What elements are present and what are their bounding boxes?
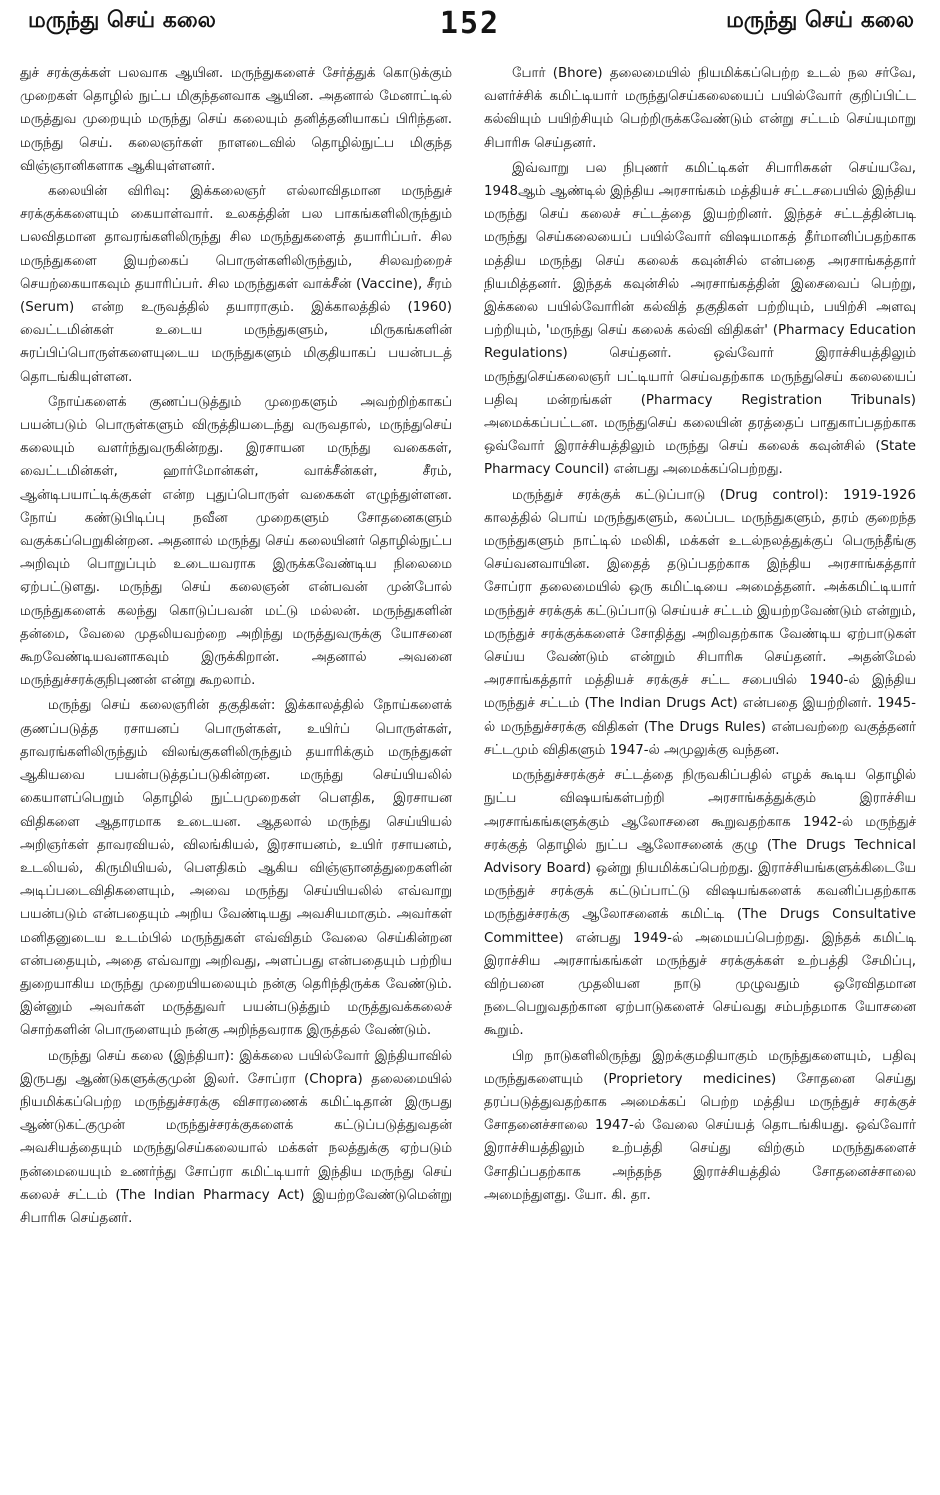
page-number: 152 [439, 6, 501, 41]
running-title-right: மருந்து செய் கலை [726, 8, 914, 33]
paragraph: இவ்வாறு பல நிபுணர் கமிட்டிகள் சிபாரிசுகள் செய்யவே, 1948ஆம் ஆண்டில் இந்திய அரசாங்கம் மத்தியச் சட்டசபையில் இந்திய மருந்து செய் கலைச் சட்டத்தை இயற்றினர். இந்தச் சட்டத்தின்படி மருந்து செய்கலையைப் பயில்வோர் விஷயமாகத் தீர்மானிப்பதற்காக மத்திய மருந்து செய் கலைக் கவுன்சில் என்பதை அரசாங்கத்தார் நியமித்தனர். இந்தக் கவுன்சில் அரசாங்கத்தின் இசைவைப் பெற்று, இக்கலை பயில்வோரின் கல்வித் தகுதிகள் பற்றியும், பயிற்சி அளவு பற்றியும், 'மருந்து செய் கலைக் கல்வி விதிகள்' (Pharmacy Education Regulations) செய்தனர். ஒவ்வோர் இராச்சியத்திலும் மருந்துசெய்கலைஞர் பட்டியார் செய்வதற்காக மருந்துசெய் கலையைப் பதிவு மன்றங்கள் (Pharmacy Registration Tribunals) அமைக்கப்பட்டன. மருந்துசெய் கலையின் தரத்தைப் பாதுகாப்பதற்காக ஒவ்வோர் இராச்சியத்திலும் மருந்து செய் கலைக் கவுன்சில் (State Pharmacy Council) என்பது அமைக்கப்பெற்றது. [484, 160, 916, 478]
paragraph: மருந்துச் சரக்குக் கட்டுப்பாடு (Drug control): 1919-1926 காலத்தில் பொய் மருந்துகளும், கலப்பட மருந்துகளும், தரம் குறைந்த மருந்துகளும் நாட்டில் மலிகி, மக்கள் உடல்நலத்துக்குப் பெருந்தீங்கு செய்வனவாயின. இதைத் தடுப்பதற்காக இந்திய அரசாங்கத்தார் சோப்ரா தலைமையில் ஒரு கமிட்டியை அமைத்தனர். அக்கமிட்டியார் மருந்துச் சரக்குக் கட்டுப்பாடு செய்யச் சட்டம் இயற்றவேண்டும் என்றும், மருந்துச் சரக்குக்களைச் சோதித்து அறிவதற்காக வேண்டிய ஏற்பாடுகள் செய்ய வேண்டும் என்றும் சிபாரிசு செய்தனர். அதன்மேல் அரசாங்கத்தார் மத்தியச் சரக்குச் சட்ட சபையில் 1940-ல் இந்திய மருந்துச் சட்டம் (The Indian Drugs Act) என்பதை இயற்றினர். 1945-ல் மருந்துச்சரக்கு விதிகள் (The Drugs Rules) என்பவற்றை வகுத்தனர் சட்டமும் விதிகளும் 1947-ல் அமுலுக்கு வந்தன. [484, 487, 916, 758]
left-column [20, 62, 452, 1232]
paragraph: நோய்களைக் குணப்படுத்தும் முறைகளும் அவற்றிற்காகப் பயன்படும் பொருள்களும் விருத்தியடைந்து வருவதால், மருந்துசெய் கலையும் வளர்ந்துவருகின்றது. இரசாயன மருந்து வகைகள், வைட்டமின்கள், ஹார்மோன்கள், வாக்சீன்கள், சீரம், ஆன்டிபயாட்டிக்குகள் என்ற புதுப்பொருள் வகைகள் எழுந்துள்ளன. நோய் கண்டுபிடிப்பு நவீன முறைகளும் சோதனைகளும் வகுக்கப்பெறுகின்றன. அதனால் மருந்து செய் கலையினர் தொழில்நுட்ப அறிவும் பொறுப்பும் உடையவராக இருக்கவேண்டிய நிலைமை ஏற்பட்டுளது. மருந்து செய் கலைஞன் என்பவன் முன்போல் மருந்துகளைக் கலந்து கொடுப்பவன் மட்டு மல்லன். மருந்துகளின் தன்மை, வேலை முதலியவற்றை அறிந்து மருத்துவருக்கு யோசனை கூறவேண்டியவனாகவும் இருக்கிறான். அதனால் அவனை மருந்துச்சரக்குநிபுணன் என்று கூறலாம். [20, 394, 452, 689]
paragraph: போர் (Bhore) தலைமையில் நியமிக்கப்பெற்ற உடல் நல சர்வே, வளர்ச்சிக் கமிட்டியார் மருந்துசெய்கலையைப் பயில்வோர் குறிப்பிட்ட கல்வியும் பயிற்சியும் பெற்றிருக்கவேண்டும் என்று சட்டம் செய்யுமாறு சிபாரிசு செய்தனர். [484, 66, 916, 151]
paragraph: கலையின் விரிவு: இக்கலைஞர் எல்லாவிதமான மருந்துச் சரக்குக்களையும் கையாள்வார். உலகத்தின் பல பாகங்களிலிருந்தும் பலவிதமான தாவரங்களிலிருந்து சில மருந்துகளைத் தயாரிப்பர். சில மருந்துகளை இயற்கைப் பொருள்களிலிருந்தும், சிலவற்றைச் செயற்கையாகவும் தயாரிப்பர். சில மருந்துகள் வாக்சீன் (Vaccine), சீரம் (Serum) என்ற உருவத்தில் தயாராகும். இக்காலத்தில் (1960) வைட்டமின்கள் உடைய மருந்துகளும், மிருகங்களின் சுரப்பிப்பொருள்களையுடைய மருந்துகளும் மிகுதியாகப் பயன்படத் தொடங்கியுள்ளன. [20, 184, 452, 385]
paragraph: மருந்து செய் கலைஞரின் தகுதிகள்: இக்காலத்தில் நோய்களைக் குணப்படுத்த ரசாயனப் பொருள்கள், உயிர்ப் பொருள்கள், தாவரங்களிலிருந்தும் விலங்குகளிலிருந்தும் தயாரிக்கும் மருந்துகள் ஆகியவை பயன்படுத்தப்படுகின்றன. மருந்து செய்யியலில் கையாளப்பெறும் தொழில் நுட்பமுறைகள் பௌதிக, இரசாயன விதிகளை ஆதாரமாக உடையன. ஆதலால் மருந்து செய்யியல் அறிஞர்கள் தாவரவியல், விலங்கியல், இரசாயனம், உயிர் ரசாயனம், உடலியல், கிருமியியல், பௌதிகம் ஆகிய விஞ்ஞானத்துறைகளின் அடிப்படைவிதிகளையும், அவை மருந்து செய்யியலில் எவ்வாறு பயன்படும் என்பதையும் அறிய வேண்டியது அவசியமாகும். அவர்கள் மனிதனுடைய உடம்பில் மருந்துகள் எவ்விதம் வேலை செய்கின்றன என்பதையும், அதை எவ்வாறு அறிவது, அளப்பது என்பதையும் பற்றிய துறையாகிய மருந்து முறையியலையும் நன்கு தெரிந்திருக்க வேண்டும். இன்னும் அவர்கள் மருத்துவர் பயன்படுத்தும் மருத்துவக்கலைச் சொற்களின் பொருளையும் நன்கு அறிந்தவராக இருத்தல் வேண்டும். [20, 698, 452, 1039]
paragraph: மருந்து செய் கலை (இந்தியா): இக்கலை பயில்வோர் இந்தியாவில் இருபது ஆண்டுகளுக்குமுன் இலர். சோப்ரா (Chopra) தலைமையில் நியமிக்கப்பெற்ற மருந்துச்சரக்கு விசாரணைக் கமிட்டிதான் இருபது ஆண்டுகட்குமுன் மருந்துச்சரக்குகளைக் கட்டுப்படுத்துவதன் அவசியத்தையும் மருந்துசெய்கலையால் மக்கள் நலத்துக்கு ஏற்படும் நன்மையையும் உணர்ந்து சோப்ரா கமிட்டியார் இந்திய மருந்து செய் கலைச் சட்டம் (The Indian Pharmacy Act) இயற்றவேண்டுமென்று சிபாரிசு செய்தனர். [20, 1048, 452, 1226]
paragraph: மருந்துச்சரக்குச் சட்டத்தை நிருவகிப்பதில் எழக் கூடிய தொழில் நுட்ப விஷயங்கள்பற்றி அரசாங்கத்துக்கும் இராச்சிய அரசாங்கங்களுக்கும் ஆலோசனை கூறுவதற்காக 1942-ல் மருந்துச் சரக்குத் தொழில் நுட்ப ஆலோசனைக் குழு (The Drugs Technical Advisory Board) ஒன்று நியமிக்கப்பெற்றது. இராச்சியங்களுக்கிடையே மருந்துச் சரக்குக் கட்டுப்பாட்டு விஷயங்களைக் கவனிப்பதற்காக மருந்துச்சரக்கு ஆலோசனைக் கமிட்டி (The Drugs Consultative Committee) என்பது 1949-ல் அமையப்பெற்றது. இந்தக் கமிட்டி இராச்சிய அரசாங்கங்கள் மருந்துச் சரக்குக்கள் உற்பத்தி சேமிப்பு, விற்பனை முதலியன நாடு முழுவதும் ஒரேவிதமான நடைபெறுவதற்கான ஏற்பாடுகளைச் செய்வது சம்பந்தமாக யோசனை கூறும். [484, 768, 916, 1039]
paragraph: பிற நாடுகளிலிருந்து இறக்குமதியாகும் மருந்துகளையும், பதிவு மருந்துகளையும் (Proprietory medicines) சோதனை செய்து தரப்படுத்துவதற்காக அமைக்கப் பெற்ற மத்திய மருந்துச் சரக்குச் சோதனைச்சாலை 1947-ல் வேலை செய்யத் தொடங்கியது. ஒவ்வோர் இராச்சியத்திலும் உற்பத்தி செய்து விற்கும் மருந்துகளைச் சோதிப்பதற்காக அந்தந்த இராச்சியத்தில் சோதனைச்சாலை அமைந்துளது. யோ. கி. தா. [484, 1048, 916, 1203]
running-title-left: மருந்து செய் கலை [28, 8, 216, 33]
page-header [0, 0, 940, 60]
right-column [484, 62, 916, 1209]
paragraph: துச் சரக்குக்கள் பலவாக ஆயின. மருந்துகளைச் சேர்த்துக் கொடுக்கும் முறைகள் தொழில் நுட்ப மிகுந்தனவாக ஆயின. அதனால் மேனாட்டில் மருத்துவ முறையும் மருந்து செய் கலையும் தனித்தனியாகப் பிரிந்தன. மருந்து செய். கலைஞர்கள் நாளடைவில் தொழில்நுட்ப மிகுந்த விஞ்ஞானிகளாக ஆகியுள்ளனர். [20, 66, 452, 174]
